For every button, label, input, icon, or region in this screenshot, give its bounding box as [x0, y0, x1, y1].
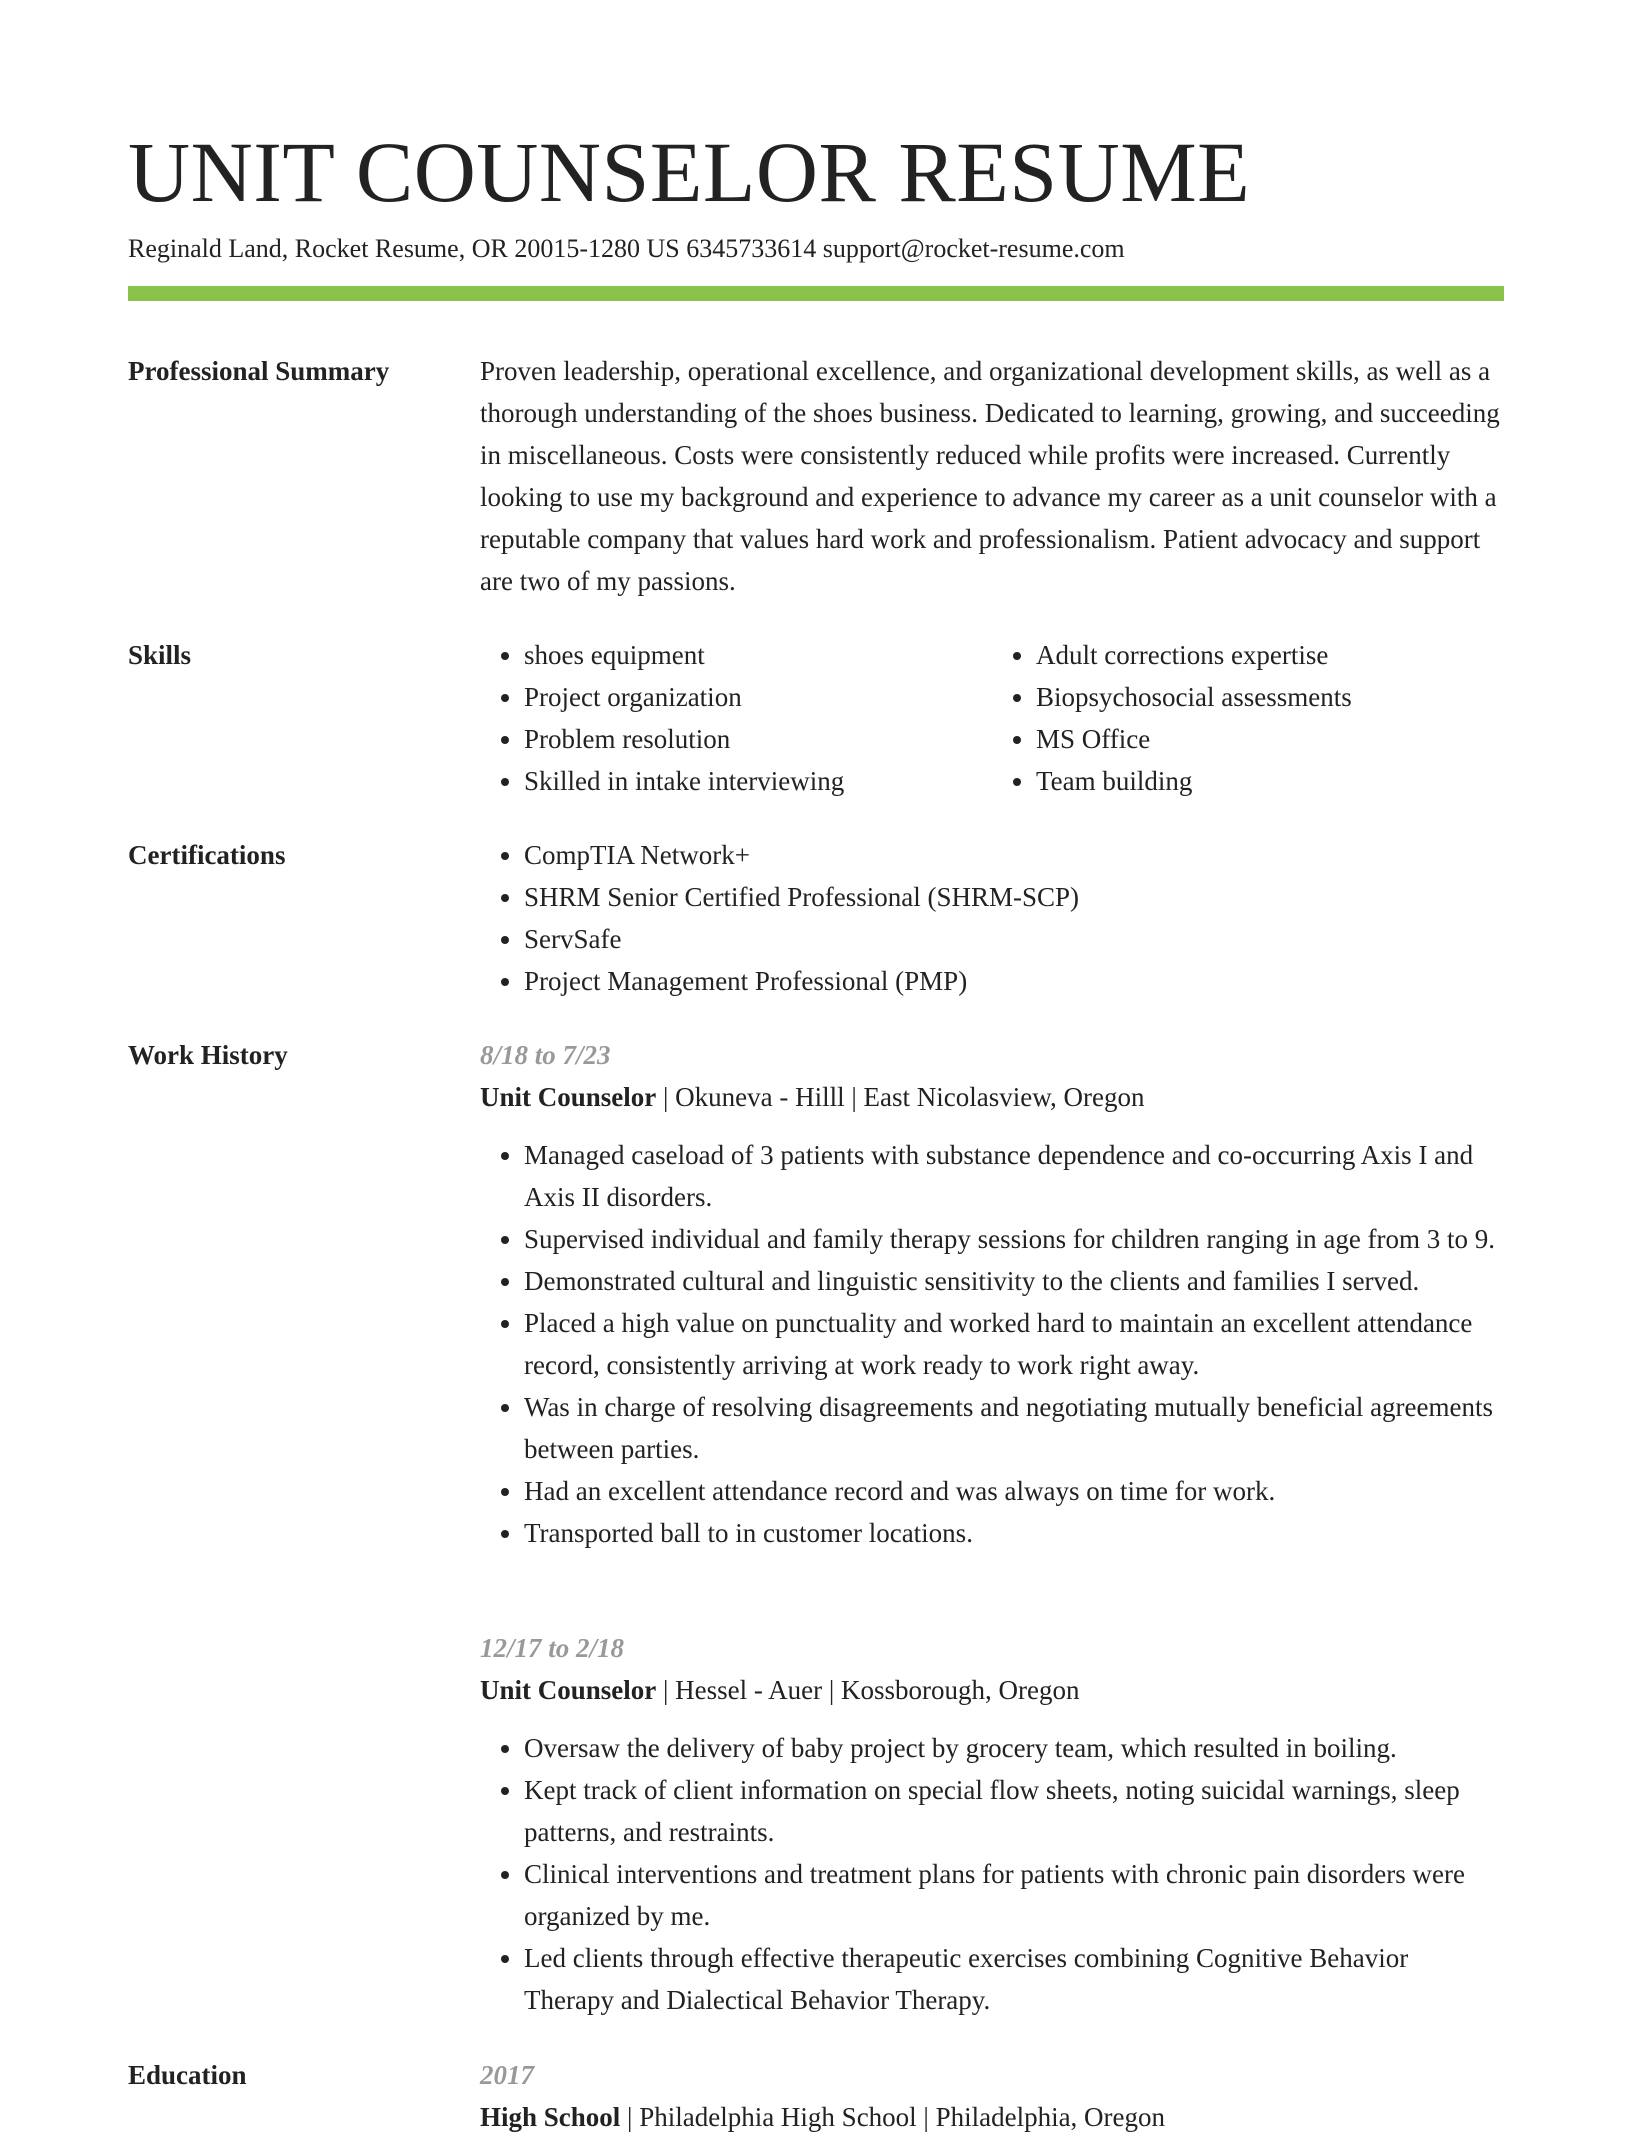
certification-item: • Project Management Professional (PMP)	[524, 960, 1504, 1002]
job-bullet: • Clinical interventions and treatment plans for patients with chronic pain disorders were organized by me.	[524, 1853, 1504, 1937]
job-bullets	[480, 1134, 1504, 1554]
job-bullet: • Managed caseload of 3 patients with substance dependence and co-occurring Axis I and Axis II disorders.	[524, 1134, 1504, 1218]
skill-item: • Biopsychosocial assessments	[1036, 676, 1504, 718]
job-bullet: • Kept track of client information on special flow sheets, noting suicidal warnings, sleep patterns, and restraints.	[524, 1769, 1504, 1853]
skill-item: • Project organization	[524, 676, 992, 718]
certification-item: • CompTIA Network+	[524, 834, 1504, 876]
skills-list-left	[480, 634, 992, 802]
job-bullet: • Placed a high value on punctuality and worked hard to maintain an excellent attendance record, consistently arriving at work ready to work right away.	[524, 1302, 1504, 1386]
certifications-heading: Certifications	[128, 840, 286, 870]
work-history-heading: Work History	[128, 1040, 288, 1070]
education-details: | Philadelphia High School | Philadelphia, Oregon	[620, 2102, 1166, 2132]
skill-item: • MS Office	[1036, 718, 1504, 760]
skills-list-right	[992, 634, 1504, 802]
skill-item: • Team building	[1036, 760, 1504, 802]
summary-text: Proven leadership, operational excellence, and organizational development skills, as well as a thorough understanding of the shoes business. Dedicated to learning, growing, and succeeding in miscellaneous. Costs were consistently reduced while profits were increased. Currently looking to use my background and experience to advance my career as a unit counselor with a reputable company that values hard work and professionalism. Patient advocacy and support are two of my passions.	[480, 356, 1500, 596]
job-bullet: • Demonstrated cultural and linguistic sensitivity to the clients and families I served.	[524, 1260, 1504, 1302]
job-dates: 12/17 to 2/18	[480, 1633, 625, 1663]
skill-item: • shoes equipment	[524, 634, 992, 676]
education-heading-line	[480, 2096, 1504, 2138]
job-bullets	[480, 1727, 1504, 2021]
job-entry	[480, 1034, 1504, 1554]
skill-item: • Skilled in intake interviewing	[524, 760, 992, 802]
job-details: | Okuneva - Hilll | East Nicolasview, Oregon	[656, 1082, 1145, 1112]
certifications-list	[480, 834, 1504, 1002]
accent-divider	[128, 286, 1504, 301]
job-bullet: • Supervised individual and family therapy sessions for children ranging in age from 3 to 9.	[524, 1218, 1504, 1260]
job-heading	[480, 1076, 1504, 1118]
education-degree: High School	[480, 2102, 621, 2132]
job-bullet: • Had an excellent attendance record and was always on time for work.	[524, 1470, 1504, 1512]
job-bullet: • Transported ball to in customer locations.	[524, 1512, 1504, 1554]
contact-line: Reginald Land, Rocket Resume, OR 20015-1280 US 6345733614 support@rocket-resume.com	[128, 234, 1125, 263]
education-heading: Education	[128, 2060, 247, 2090]
job-bullet: • Oversaw the delivery of baby project by grocery team, which resulted in boiling.	[524, 1727, 1504, 1769]
job-title: Unit Counselor	[480, 1675, 657, 1705]
certification-item: • ServSafe	[524, 918, 1504, 960]
job-heading	[480, 1669, 1504, 1711]
job-title: Unit Counselor	[480, 1082, 657, 1112]
job-dates: 8/18 to 7/23	[480, 1040, 611, 1070]
job-bullet: • Was in charge of resolving disagreements and negotiating mutually beneficial agreements between parties.	[524, 1386, 1504, 1470]
resume-title: UNIT COUNSELOR RESUME	[128, 124, 1251, 220]
skill-item: • Adult corrections expertise	[1036, 634, 1504, 676]
skills-heading: Skills	[128, 640, 192, 670]
job-entry	[480, 1627, 1504, 2021]
job-details: | Hessel - Auer | Kossborough, Oregon	[656, 1675, 1080, 1705]
summary-heading: Professional Summary	[128, 356, 390, 386]
job-bullet: • Led clients through effective therapeutic exercises combining Cognitive Behavior Therapy and Dialectical Behavior Therapy.	[524, 1937, 1504, 2021]
skill-item: • Problem resolution	[524, 718, 992, 760]
certification-item: • SHRM Senior Certified Professional (SHRM-SCP)	[524, 876, 1504, 918]
education-dates: 2017	[480, 2060, 534, 2090]
